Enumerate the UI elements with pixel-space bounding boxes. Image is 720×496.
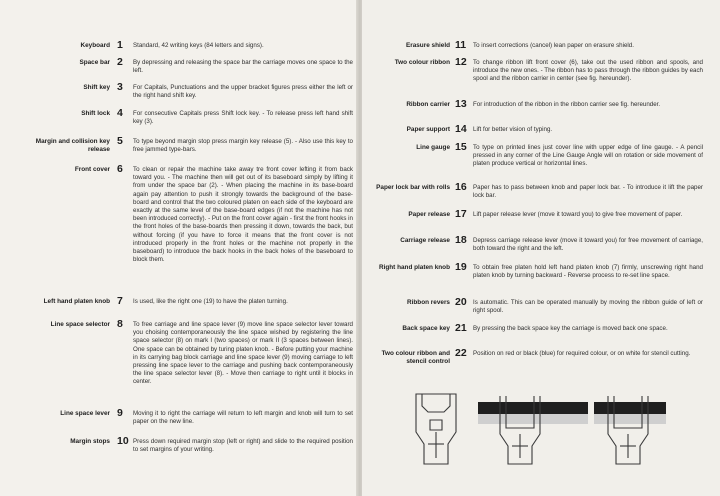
entry-description: To insert corrections (cancel) lean paper on erasure shield. [473,42,634,49]
entry-description: To change ribbon lift front cover (6), take out the used ribbon and spools, and introduce the new ones. - The ribbon has to pass through the ribbon guides by each spool and the ribbon carrier in center (see fig. hereunder). [473,59,703,83]
entry-description: Is automatic. This can be operated manually by moving the ribbon guide of left or right spool. [473,299,703,315]
entry-number: 21 [455,322,467,334]
entry-number: 18 [455,234,467,246]
ribbon-carrier-diagram-icon [408,388,670,470]
entry-number: 15 [455,141,467,153]
left-page [0,0,358,496]
entry-term: Carriage release [400,237,450,244]
entry-term: Two colour ribbon [394,59,450,66]
entry-term: Ribbon carrier [406,101,450,108]
entry-term: Margin and collision key release [35,138,110,154]
entry-term: Line space selector [50,321,110,328]
entry-number: 8 [117,318,123,330]
entry-number: 16 [455,181,467,193]
entry-description: To free carriage and line space lever (9) move line space selector lever toward you choising contemporaneously the line space wished by registering the line space selector (8) on mark I (two spaces) or mark II (3 spaces between lines). One space can be obtained by turing platen knob. - Before putting your machine in its carrying bag block carriage and line space lever (9) moving carriage to left pressing line space lever to the carriage and pushing back contemporaneously the line space selector lever (8). - Move then carriage to right until it blocks in center. [133,321,353,386]
entry-description: Is used, like the right one (19) to have the platen turning. [133,298,288,305]
entry-description: To clean or repair the machine take away tre front cover lefting it from back toward you. - The machine then will get out of its baseboard simply by lifting it from under the space bar (2). - When placing the machine in its base-board again pay attention to push it strongly towards the background of the base-board and control that the two coloured platen on each side of the keyboard are exactly at the same level of the base-board edges (if not the machine has not been introduced correctly). - Put on the front cover again - first the front hooks in the front holes of the base-boards then pressing it down, towards the back, but without forcing (if you have to force it means that the front cover is not introduced properly in the front holes or the machine not properly in the baseboard) to introduce the back hooks in the back holes of the baseboard to block them. [133,166,353,264]
entry-term: Paper support [406,126,450,133]
entry-term: Two colour ribbon and stencil control [381,350,450,366]
entry-description: Standard, 42 writing keys (84 letters and signs). [133,42,264,49]
entry-term: Ribbon revers [407,299,450,306]
entry-description: For Capitals, Punctuations and the upper bracket figures press either the left or the right hand shift key. [133,84,353,100]
entry-number: 20 [455,296,467,308]
entry-term: Shift lock [81,110,110,117]
entry-description: Moving it to right the carriage will return to left margin and knob will turn to set paper on the new line. [133,410,353,426]
entry-term: Keyboard [80,42,110,49]
entry-description: For consecutive Capitals press Shift lock key. - To release press left hand shift key (3). [133,110,353,126]
entry-number: 22 [455,347,467,359]
entry-number: 6 [117,163,123,175]
entry-description: To type on printed lines just cover line with upper edge of line gauge. - A pencil pressed in any corner of the Line Gauge Angle will on rotation or side movement of platen produce vertical or horizontal lines. [473,144,703,168]
entry-term: Paper lock bar with rolls [376,184,450,191]
entry-term: Line space lever [60,410,110,417]
entry-description: Lift paper release lever (move it toward you) to give free movement of paper. [473,211,683,218]
entry-number: 17 [455,208,467,220]
entry-term: Margin stops [70,438,110,445]
entry-number: 5 [117,135,123,147]
entry-description: By pressing the back space key the carriage is moved back one space. [473,325,668,332]
entry-number: 7 [117,295,123,307]
entry-number: 19 [455,261,467,273]
right-page [362,0,720,496]
entry-description: Press down required margin stop (left or right) and slide to the required position to set margins of your writing. [133,438,353,454]
entry-description: Position on red or black (blue) for required colour, or on white for stencil cutting. [473,350,691,357]
entry-description: Paper has to pass between knob and paper lock bar. - To introduce it lift the paper lock bar. [473,184,703,200]
entry-term: Back space key [402,325,450,332]
entry-number: 2 [117,56,123,68]
entry-number: 10 [117,435,129,447]
entry-number: 9 [117,407,123,419]
entry-number: 1 [117,39,123,51]
entry-term: Right hand platen knob [378,264,450,271]
entry-description: To type beyond margin stop press margin key release (5). - Also use this key to free jammed type-bars. [133,138,353,154]
entry-description: Lift for better vision of typing. [473,126,553,133]
entry-term: Line gauge [416,144,450,151]
entry-number: 14 [455,123,467,135]
entry-term: Paper release [408,211,450,218]
entry-description: By depressing and releasing the space bar the carriage moves one space to the left. [133,59,353,75]
entry-number: 3 [117,81,123,93]
entry-term: Space bar [79,59,110,66]
entry-number: 13 [455,98,467,110]
entry-description: To obtain free platen hold left hand platen knob (7) firmly, unscrewing right hand platen knob by turning backward - Reverse process to re-set line space. [473,264,703,280]
entry-term: Shift key [83,84,110,91]
entry-term: Left hand platen knob [43,298,110,305]
entry-term: Erasure shield [405,42,450,49]
entry-description: Depress carriage release lever (move it toward you) for free movement of carriage, both toward the right and the left. [473,237,703,253]
entry-number: 4 [117,107,123,119]
entry-description: For introduction of the ribbon in the ribbon carrier see fig. hereunder. [473,101,661,108]
entry-number: 11 [455,39,467,51]
entry-number: 12 [455,56,467,68]
entry-term: Front cover [74,166,110,173]
